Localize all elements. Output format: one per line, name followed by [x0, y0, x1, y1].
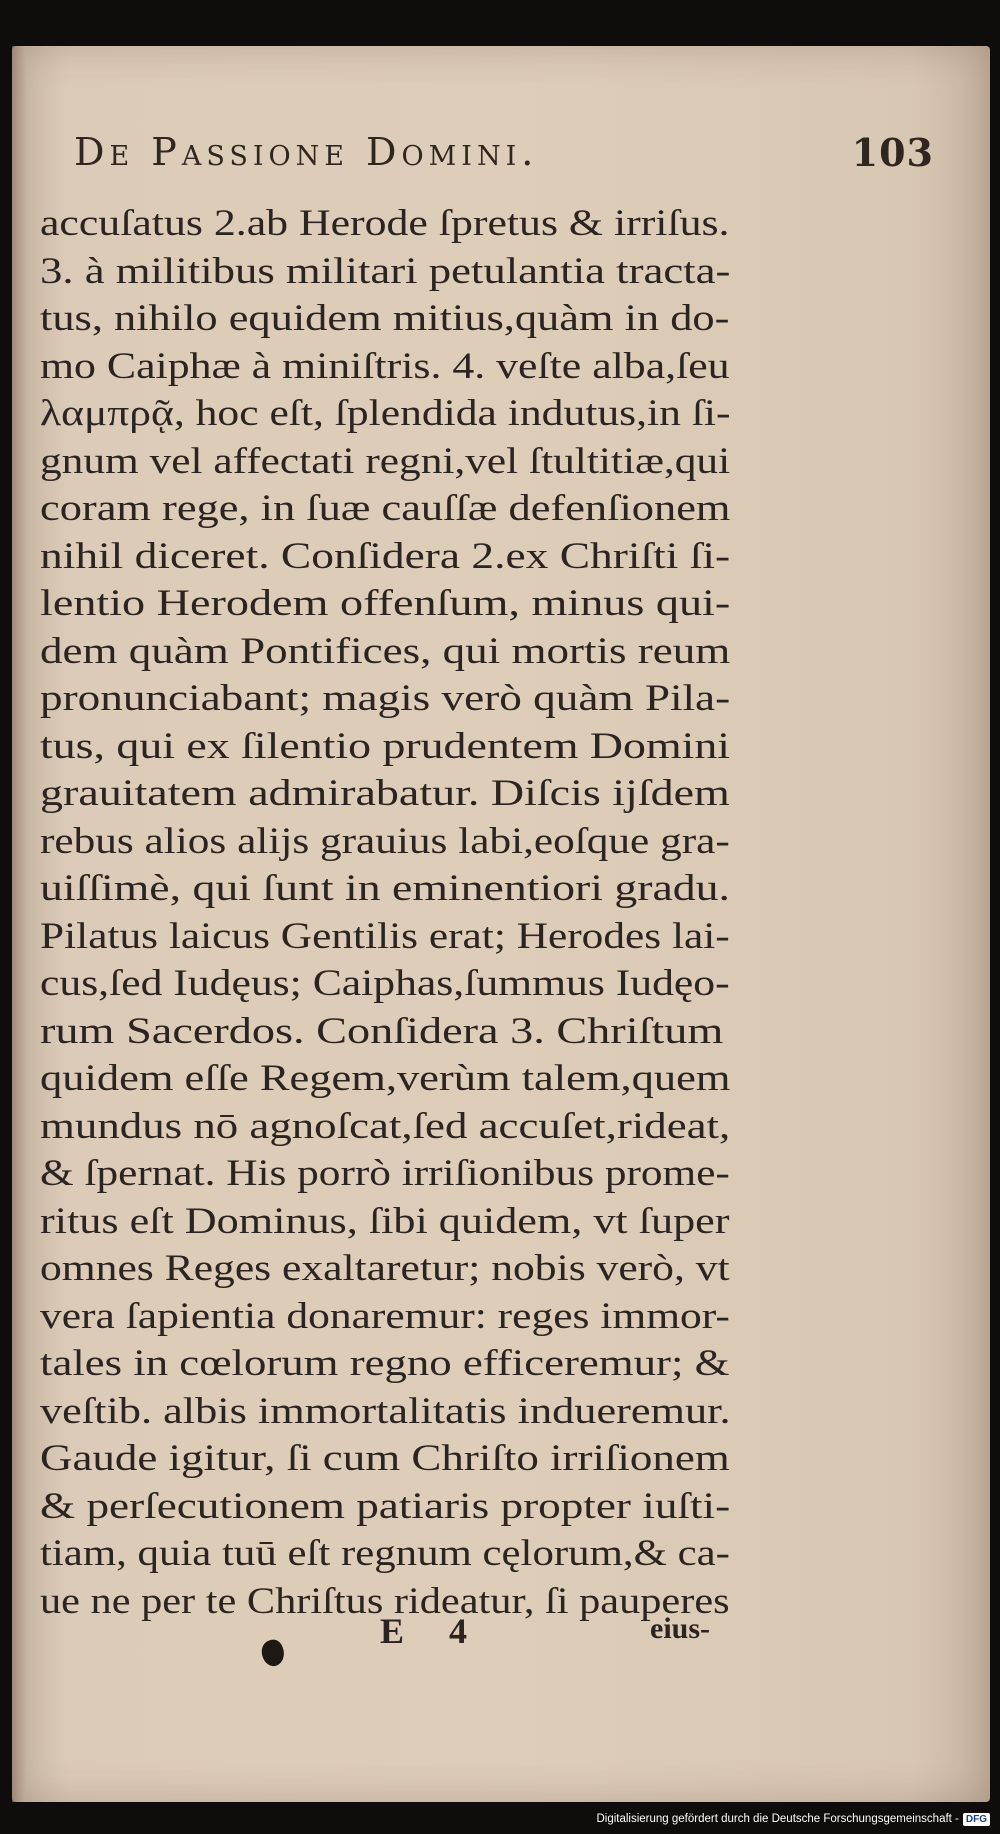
text-line: lentio Herodem offenſum, minus qui- — [40, 583, 731, 624]
text-line: tales in cœlorum regno efficeremur; & — [40, 1343, 730, 1384]
text-line: Gaude igitur, ſi cum Chriſto irriſionem — [40, 1438, 730, 1479]
running-head — [74, 130, 934, 190]
text-line: mundus nō agnoſcat,ſed accuſet,rideat, — [40, 1105, 731, 1147]
scan-credit — [596, 1808, 990, 1830]
text-line: quidem eſſe Regem,verùm talem,quem — [40, 1058, 731, 1099]
text-line: dem quàm Pontifices, qui mortis reum — [40, 630, 731, 672]
text-line: & ſpernat. His porrò irriſionibus prome- — [40, 1153, 730, 1194]
text-line: uiſſimè, qui ſunt in eminentiori gradu. — [40, 868, 730, 909]
text-line: vera ſapientia donaremur: reges immor- — [40, 1295, 730, 1337]
text-line: omnes Reges exaltaretur; nobis verò, vt — [40, 1248, 730, 1289]
scan-credit-text: Digitalisierung gefördert durch die Deutsche Forschungsgemeinschaft - — [596, 1813, 959, 1825]
text-line: pronunciabant; magis verò quàm Pila- — [40, 678, 731, 719]
text-line: tus, nihilo equidem mitius,quàm in do- — [40, 298, 730, 339]
text-line: grauitatem admirabatur. Diſcis ijſdem — [40, 773, 730, 814]
text-line: accuſatus 2.ab Herode ſpretus & irriſus. — [40, 203, 730, 244]
text-line: ritus eſt Dominus, ſibi quidem, vt ſuper — [40, 1200, 730, 1242]
text-line: rebus alios alijs grauius labi,eoſque gra- — [40, 820, 730, 862]
text-line: & perſecutionem patiaris propter iuſti- — [40, 1485, 731, 1527]
text-line: tiam, quia tuū eſt regnum cęlorum,& ca- — [40, 1533, 730, 1574]
page-number: 103 — [851, 130, 934, 175]
text-line: Pilatus laicus Gentilis erat; Herodes lai- — [40, 915, 730, 957]
body-text — [40, 200, 730, 1625]
text-line: tus, qui ex ſilentio prudentem Domini — [40, 725, 730, 767]
text-line: rum Sacerdos. Conſidera 3. Chriſtum — [40, 1010, 724, 1052]
text-line: coram rege, in ſuæ cauſſæ defenſionem — [40, 488, 731, 529]
printer-signature: E 4 — [380, 1611, 486, 1651]
page-footer — [380, 1610, 730, 1660]
catchword: eius- — [650, 1612, 710, 1645]
page-binding-edge — [12, 46, 26, 1802]
dfg-logo: DFG — [963, 1813, 990, 1826]
text-line: cus,ſed Iudęus; Caiphas,ſummus Iudęo- — [40, 963, 730, 1004]
text-line: veſtib. albis immortalitatis indueremur. — [40, 1390, 731, 1432]
text-line: gnum vel affectati regni,vel ſtultitiæ,qui — [40, 440, 731, 482]
text-line: λαμπρᾷ, hoc eſt, ſplendida indutus,in ſi- — [40, 393, 731, 434]
text-line: mo Caiphæ à miniſtris. 4. veſte alba,ſeu — [40, 345, 730, 387]
text-line: ue ne per te Chriſtus rideatur, ſi pauperes — [40, 1580, 730, 1622]
text-line: 3. à militibus militari petulantia tracta- — [40, 250, 731, 292]
text-line: nihil diceret. Conſidera 2.ex Chriſti ſi- — [40, 535, 731, 577]
running-head-title: De Passione Domini. — [74, 130, 539, 174]
